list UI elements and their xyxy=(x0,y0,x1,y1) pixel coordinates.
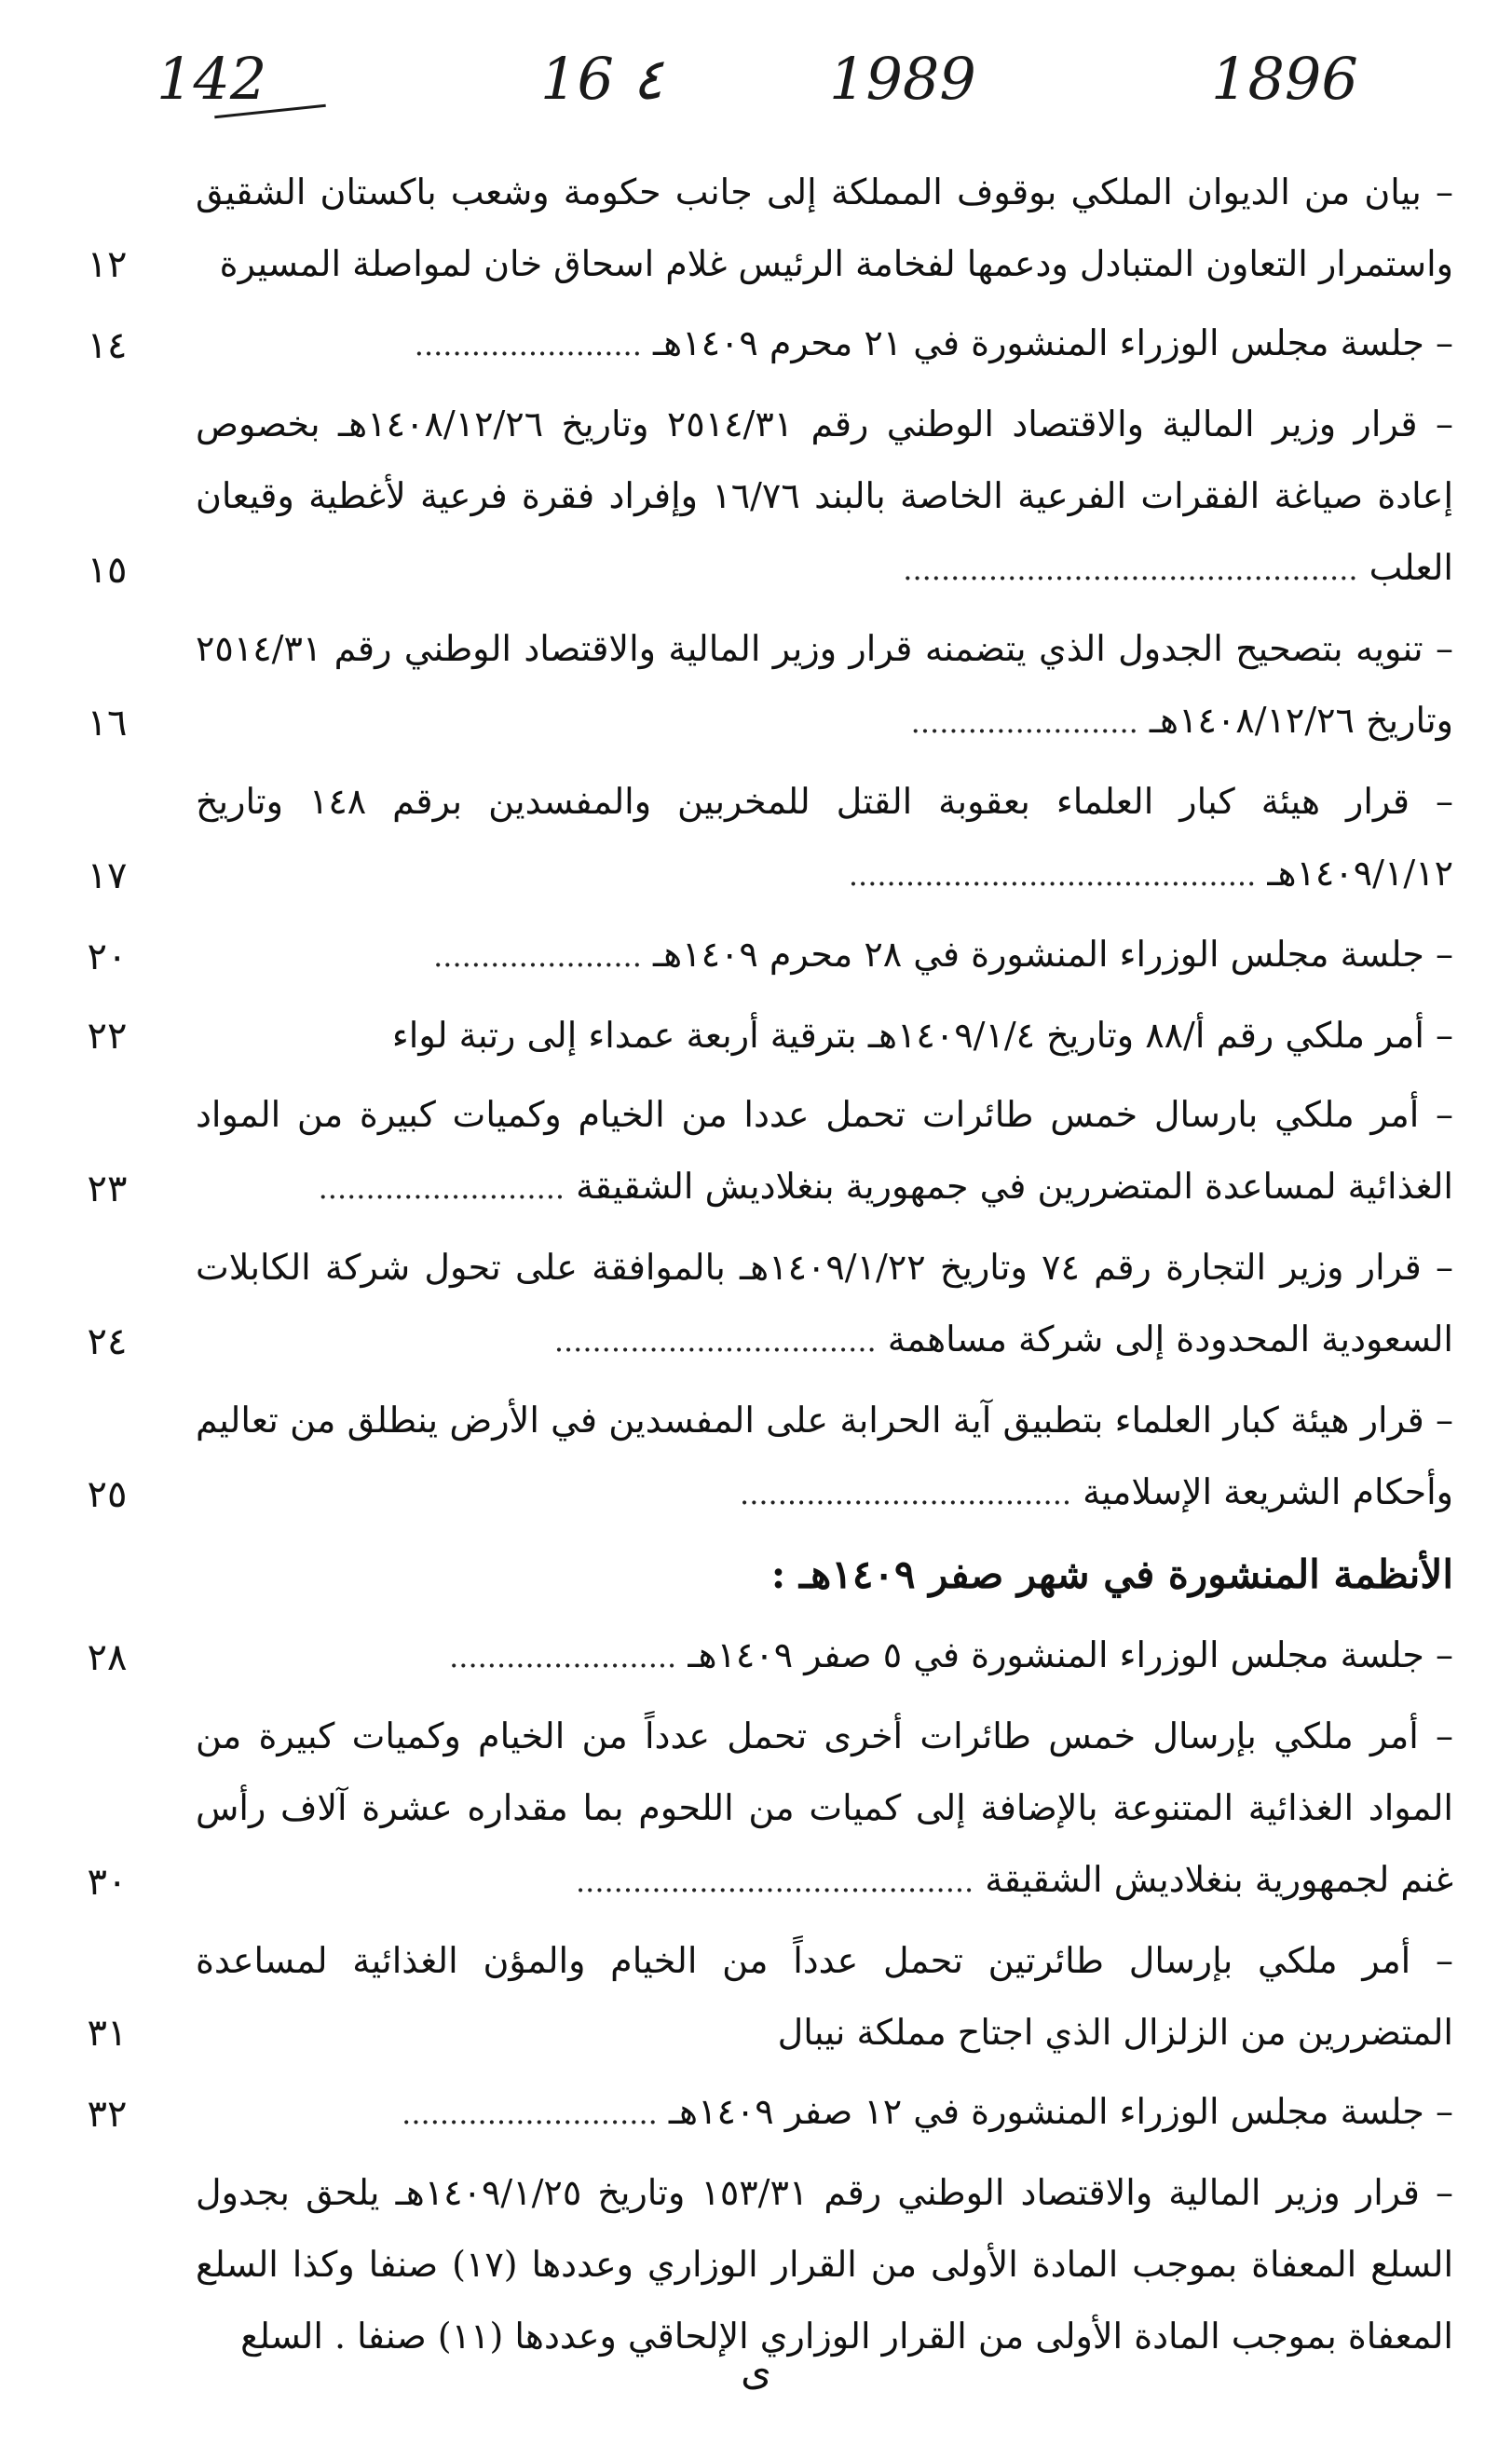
leader-dots: ........................... xyxy=(402,2096,658,2131)
list-item xyxy=(56,2076,1453,2150)
entry-text xyxy=(196,1701,1453,1918)
list-item xyxy=(56,389,1453,606)
entry-title: – أمر ملكي بارسال خمس طائرات تحمل عددا من الخيام وكميات كبيرة من المواد الغذائية لمساعدة المتضررين في جمهورية بنغلاديش الشقيقة xyxy=(196,1094,1453,1207)
page-folio: ى xyxy=(741,2348,771,2394)
list-item xyxy=(56,1079,1453,1224)
entry-text xyxy=(196,1232,1453,1377)
list-item xyxy=(56,1385,1453,1530)
entry-text xyxy=(196,1925,1453,2069)
entry-title: – قرار هيئة كبار العلماء بعقوبة القتل للمخربين والمفسدين برقم ١٤٨ وتاريخ ١٤٠٩/١/١٢هـ xyxy=(196,781,1453,894)
page-number: ٢٢ xyxy=(87,1015,128,1058)
entry-text xyxy=(196,1619,1453,1693)
leader-dots: ................................... xyxy=(740,1476,1072,1511)
entry-title: – جلسة مجلس الوزراء المنشورة في ٢١ محرم ١٤٠٩هـ xyxy=(652,322,1453,363)
handwritten-annotation: 1989 xyxy=(829,45,976,113)
entry-title: – تنويه بتصحيح الجدول الذي يتضمنه قرار وزير المالية والاقتصاد الوطني رقم ٢٥١٤/٣١ وتاريخ ١٤٠٨/١٢/٢٦هـ xyxy=(196,628,1453,741)
list-item xyxy=(56,613,1453,758)
page-number: ١٥ xyxy=(87,549,128,592)
entry-title: – جلسة مجلس الوزراء المنشورة في ١٢ صفر ١٤٠٩هـ xyxy=(668,2091,1453,2132)
entry-text xyxy=(196,2076,1453,2150)
table-of-contents xyxy=(56,157,1453,2380)
entry-title: – أمر ملكي بإرسال طائرتين تحمل عدداً من الخيام والمؤن الغذائية لمساعدة المتضررين من الزلزال الذي اجتاح مملكة نيبال xyxy=(196,1940,1453,2053)
entry-text xyxy=(196,766,1453,911)
page-number: ٢٤ xyxy=(87,1320,128,1363)
leader-dots: .................................. xyxy=(553,1323,877,1359)
page-number: ٢٠ xyxy=(87,936,128,978)
handwritten-annotation: 1896 xyxy=(1211,45,1358,113)
list-item xyxy=(56,157,1453,300)
entry-title: – أمر ملكي رقم أ/٨٨ وتاريخ ١٤٠٩/١/٤هـ بترقية أربعة عمداء إلى رتبة لواء xyxy=(391,1015,1453,1056)
entry-title: – جلسة مجلس الوزراء المنشورة في ٢٨ محرم ١٤٠٩هـ xyxy=(652,934,1453,975)
entry-text xyxy=(196,613,1453,758)
list-item xyxy=(56,919,1453,992)
page-number: ٣٠ xyxy=(87,1861,128,1904)
list-item xyxy=(56,1619,1453,1693)
list-item xyxy=(56,1925,1453,2069)
leader-dots: ........................ xyxy=(910,704,1138,740)
entry-text xyxy=(196,1385,1453,1530)
entry-title: – قرار هيئة كبار العلماء بتطبيق آية الحرابة على المفسدين في الأرض ينطلق من تعاليم وأحكام الشريعة الإسلامية xyxy=(196,1400,1453,1512)
page-number: ١٦ xyxy=(87,702,128,745)
entry-text xyxy=(196,1000,1453,1072)
page-number: ٢٨ xyxy=(87,1636,128,1679)
handwritten-annotation: 142 xyxy=(157,45,267,113)
list-item xyxy=(56,2157,1453,2372)
leader-dots: .......................... xyxy=(318,1170,565,1206)
leader-dots: ........................................... xyxy=(848,857,1257,893)
page-number: ٣١ xyxy=(87,2012,128,2055)
page-number: ٣٢ xyxy=(87,2093,128,2136)
page-number: ١٤ xyxy=(87,324,128,367)
list-item xyxy=(56,1000,1453,1072)
leader-dots: ........................ xyxy=(414,327,642,362)
leader-dots: ................................................ xyxy=(903,552,1358,587)
entry-title: – قرار وزير المالية والاقتصاد الوطني رقم ٢٥١٤/٣١ وتاريخ ١٤٠٨/١٢/٢٦هـ بخصوص إعادة صياغة الفقرات الفرعية الخاصة بالبند ١٦/٧٦ وإفراد فقرة فرعية لأغطية وقيعان العلب xyxy=(196,403,1454,588)
entry-text xyxy=(196,919,1453,992)
section-heading: الأنظمة المنشورة في شهر صفر ١٤٠٩هـ : xyxy=(770,1551,1453,1597)
page-number: ٢٥ xyxy=(87,1473,128,1516)
list-item xyxy=(56,766,1453,911)
handwritten-annotation: 16 ٤ xyxy=(540,45,663,113)
page-number: ١٧ xyxy=(87,854,128,897)
entry-title: – بيان من الديوان الملكي بوقوف المملكة إلى جانب حكومة وشعب باكستان الشقيق واستمرار التعاون المتبادل ودعمها لفخامة الرئيس غلام اسحاق خان لمواصلة المسيرة xyxy=(196,171,1453,284)
entry-title: – قرار وزير التجارة رقم ٧٤ وتاريخ ١٤٠٩/١/٢٢هـ بالموافقة على تحول شركة الكابلات السعودية المحدودة إلى شركة مساهمة xyxy=(196,1247,1453,1360)
page-number: ١٢ xyxy=(87,243,128,286)
entry-title: – قرار وزير المالية والاقتصاد الوطني رقم ١٥٣/٣١ وتاريخ ١٤٠٩/١/٢٥هـ يلحق بجدول السلع المعفاة بموجب المادة الأولى من القرار الوزاري وعددها (١٧) صنفا وكذا السلع المعفاة بموجب المادة الأولى من القرار الوزاري الإلحاقي وعددها (١١) صنفا . السلع xyxy=(196,2172,1453,2357)
leader-dots: ........................ xyxy=(449,1639,677,1674)
entry-text xyxy=(196,1079,1453,1224)
entry-text xyxy=(196,2157,1453,2372)
entry-title: – جلسة مجلس الوزراء المنشورة في ٥ صفر ١٤٠٩هـ xyxy=(688,1634,1453,1675)
list-item xyxy=(56,1232,1453,1377)
page-number: ٢٣ xyxy=(87,1168,128,1210)
entry-text xyxy=(196,307,1453,381)
list-item xyxy=(56,1701,1453,1918)
list-item xyxy=(56,307,1453,381)
leader-dots: ...................... xyxy=(433,938,642,974)
entry-text xyxy=(196,157,1453,300)
entry-title: – أمر ملكي بإرسال خمس طائرات أخرى تحمل عدداً من الخيام وكميات كبيرة من المواد الغذائية المتنوعة بالإضافة إلى كميات من اللحوم بما مقداره عشرة آلاف رأس غنم لجمهورية بنغلاديش الشقيقة xyxy=(196,1715,1453,1900)
leader-dots: .......................................... xyxy=(575,1864,974,1899)
entry-text xyxy=(196,389,1453,606)
